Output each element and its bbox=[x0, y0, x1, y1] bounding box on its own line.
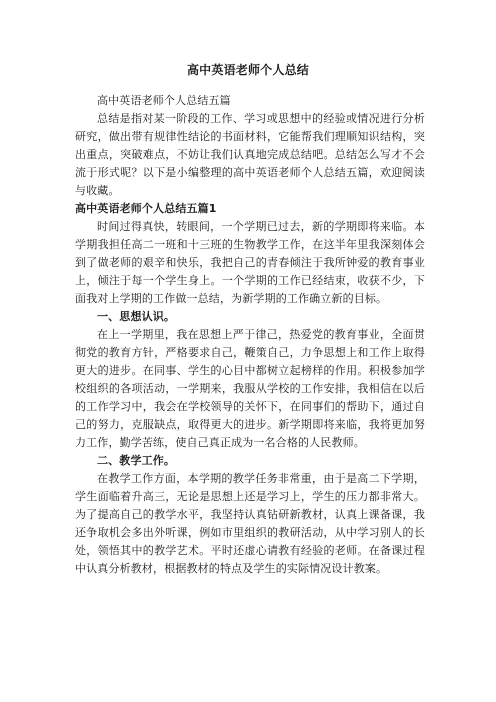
body-paragraph: 在教学工作方面，本学期的教学任务非常重，由于是高二下学期，学生面临着升高三，无论是思想上还是学习上，学生的压力都非常大。为了提高自己的教学水平，我坚持认真钻研新教材，认真上课备课，我还争取机会多出外听课，例如市里组织的教研活动，从中学习别人的长处，领悟其中的教学艺术。平时还虚心请教有经验的老师。在备课过程中认真分析教材，根据教材的特点及学生的实际情况设计教案。 bbox=[75, 472, 425, 575]
document-title: 高中英语老师个人总结 bbox=[186, 63, 309, 77]
section-heading: 一、思想认识。 bbox=[97, 310, 176, 323]
section-heading: 二、教学工作。 bbox=[97, 454, 176, 467]
body-paragraph: 高中英语老师个人总结五篇 bbox=[97, 94, 231, 107]
section-heading: 高中英语老师个人总结五篇1 bbox=[75, 202, 217, 215]
body-paragraph: 在上一学期里，我在思想上严于律己，热爱党的教育事业，全面贯彻党的教育方针，严格要求自己，鞭策自己，力争思想上和工作上取得更大的进步。在同事、学生的心目中都树立起榜样的作用。积极参加学校组织的各项活动，一学期来，我服从学校的工作安排，我相信在以后的工作学习中，我会在学校领导的关怀下，在同事们的帮助下，通过自己的努力，克服缺点，取得更大的进步。新学期即将来临，我将更加努力工作，勤学苦练，使自己真正成为一名合格的人民教师。 bbox=[75, 328, 425, 449]
document-body bbox=[75, 92, 425, 578]
body-paragraph: 总结是指对某一阶段的工作、学习或思想中的经验或情况进行分析研究，做出带有规律性结论的书面材料，它能帮我们理顺知识结构，突出重点，突破难点，不妨让我们认真地完成总结吧。总结怎么写才不会流于形式呢？以下是小编整理的高中英语老师个人总结五篇，欢迎阅读与收藏。 bbox=[75, 112, 425, 197]
body-paragraph: 时间过得真快，转眼间，一个学期已过去，新的学期即将来临。本学期我担任高二一班和十三班的生物教学工作，在这半年里我深刻体会到了做老师的艰辛和快乐，我把自己的青春倾注于我所钟爱的教育事业上，倾注于每一个学生身上。一个学期的工作已经结束，收获不少，下面我对上学期的工作做一总结，为新学期的工作确立新的目标。 bbox=[75, 220, 425, 305]
